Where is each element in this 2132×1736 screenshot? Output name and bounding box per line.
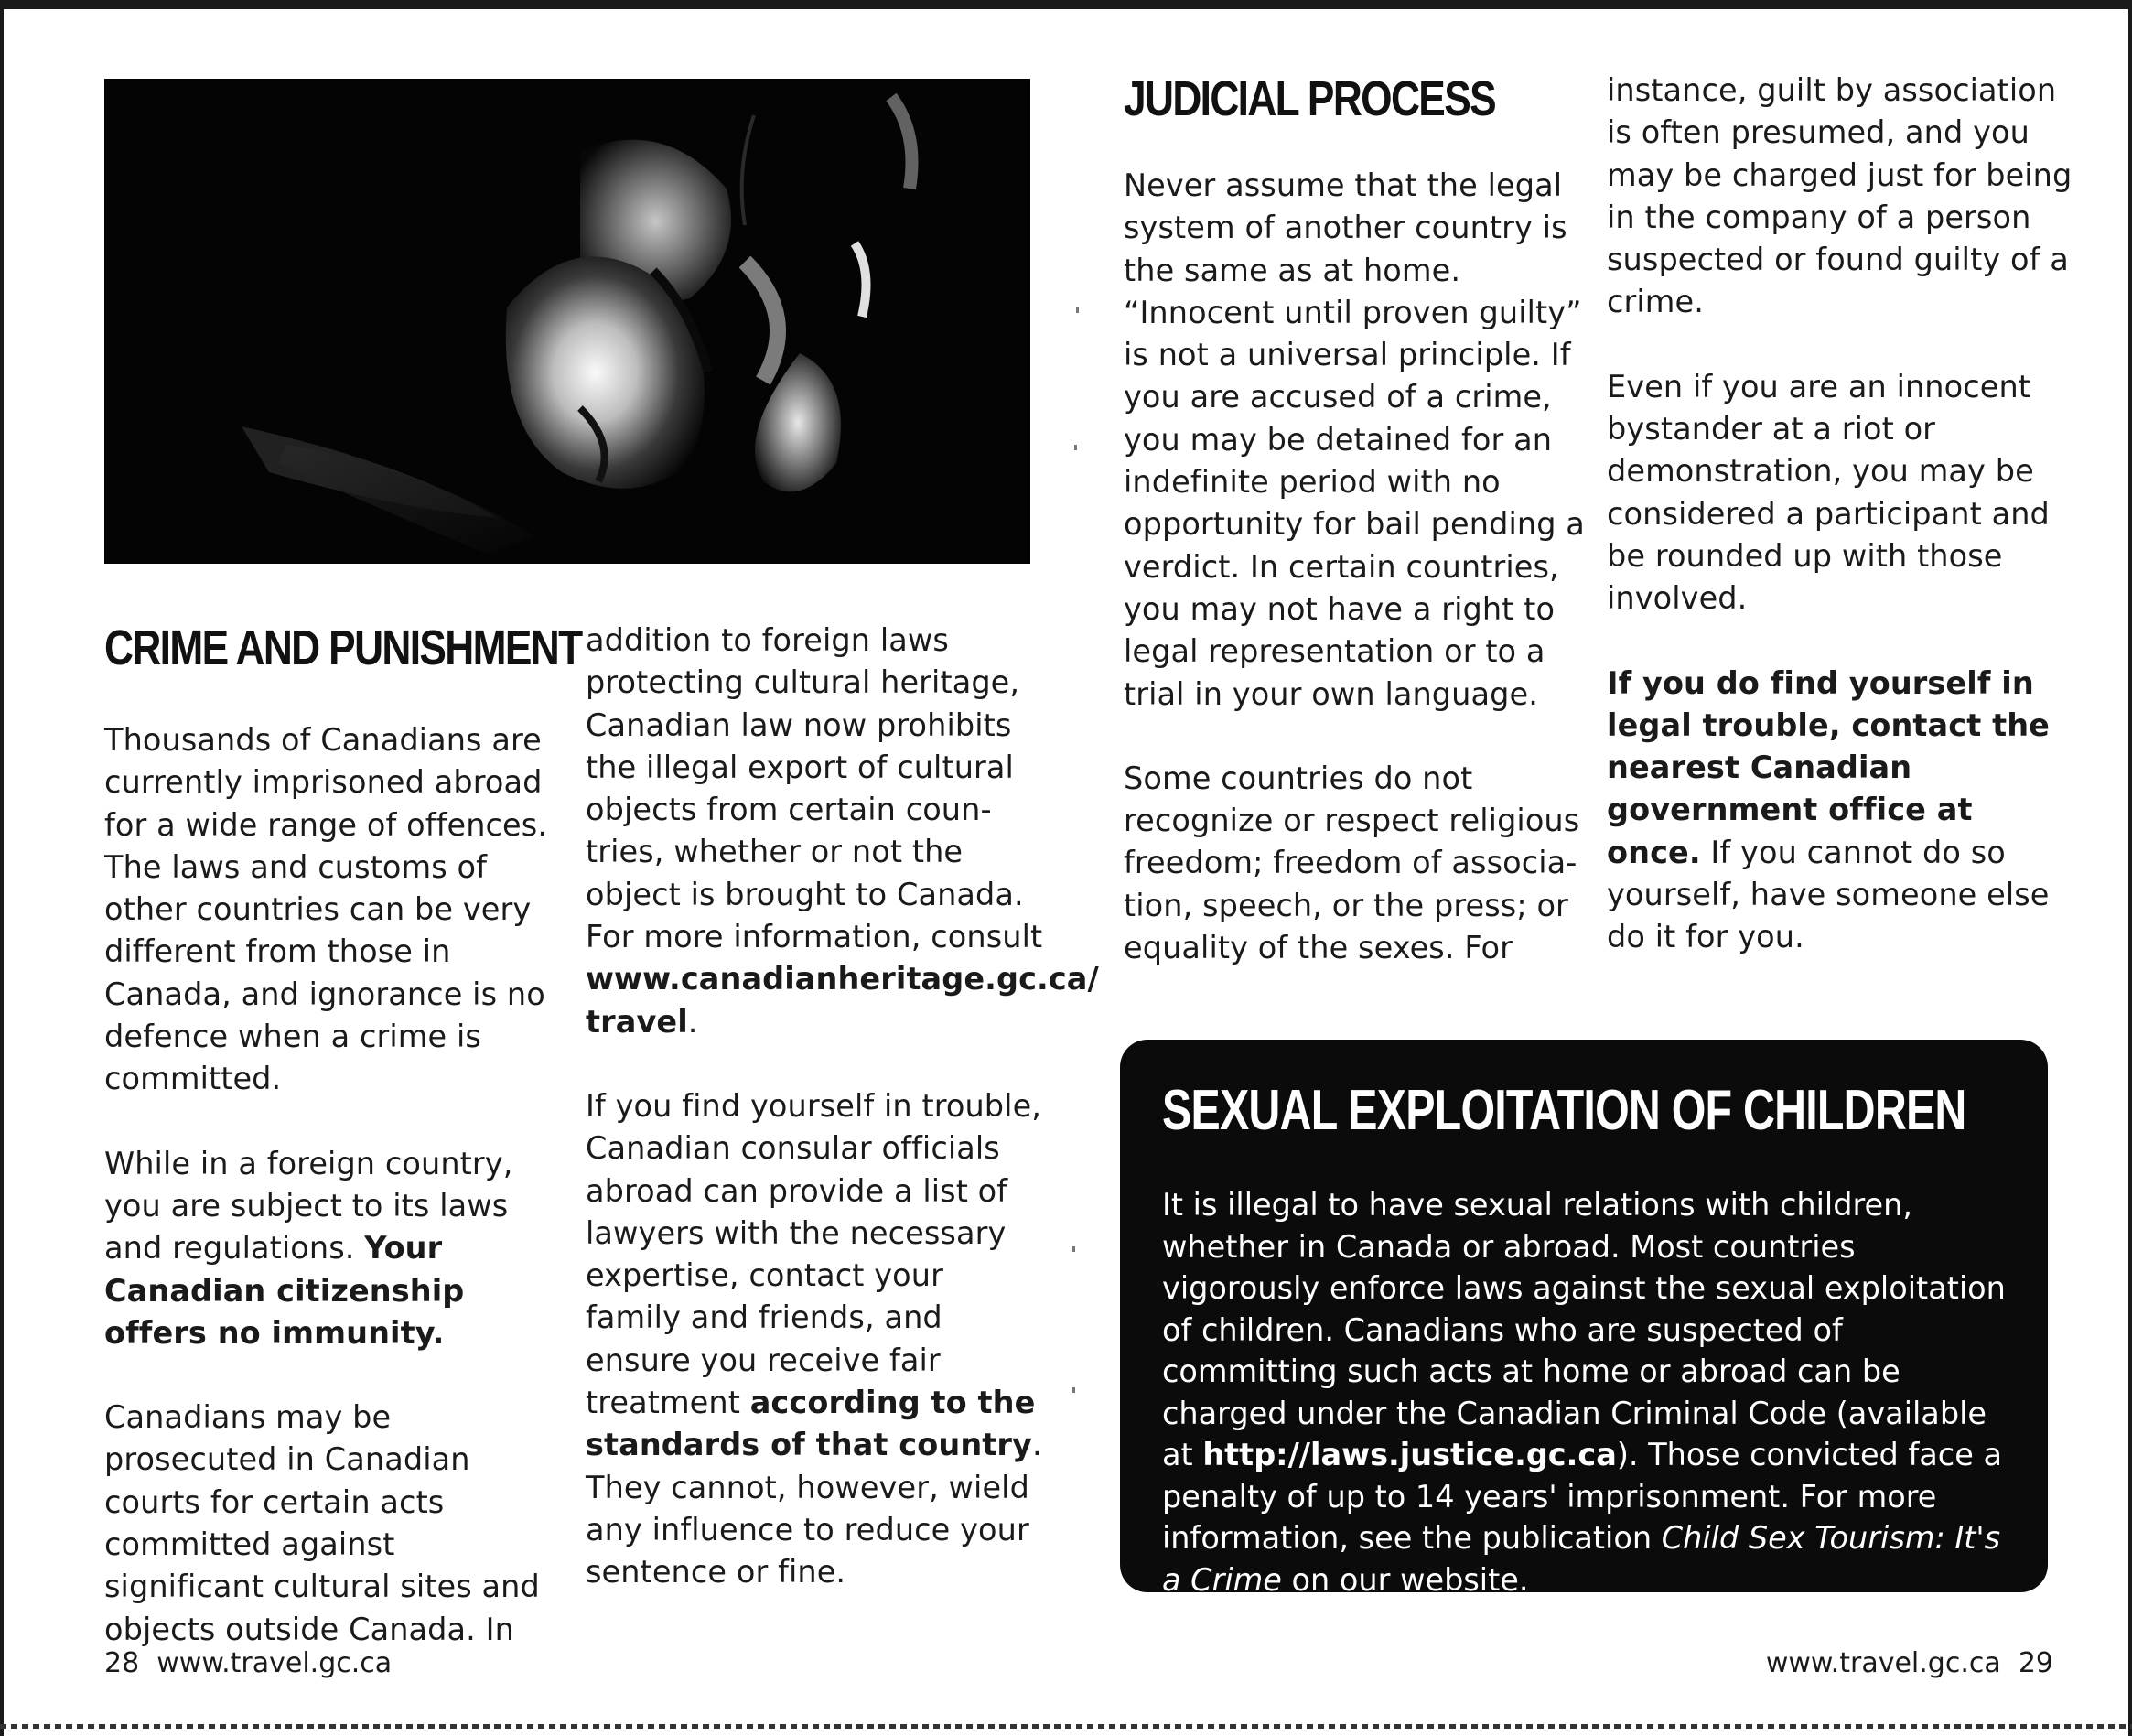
scan-border-left xyxy=(0,0,4,1736)
heritage-link[interactable]: www.canadianheritage.gc.ca/ travel xyxy=(586,961,1099,1040)
page-number: 29 xyxy=(2018,1647,2053,1679)
box-text: It is illegal to have sexual relations with children, whether in Canada or abroad. Most countries vigorously enforce laws against the sexual exploitation of children. Canadians who are suspected of committing such acts at home or abroad can be charged under the Canadian Criminal Code (available at http://laws.justice.gc.ca). Those convicted face a penalty of up to 14 years' imprisonment. For more information, see the publication Child Sex Tourism: It's a Crime on our website. xyxy=(1162,1187,2006,1598)
bold-text: Your Canadian citizenship offers no immunity. xyxy=(104,1230,465,1351)
footer-url[interactable]: www.travel.gc.ca xyxy=(1765,1647,2001,1679)
scan-speck xyxy=(1076,307,1079,313)
paragraph: Thousands of Canadians are currently imprisoned abroad for a wide range of offences. The laws and customs of other countries can be very different from those in Canada, and ignorance is no defence when a crime is committed. xyxy=(104,722,548,1097)
paragraph: Canadians may be prosecuted in Canadian courts for certain acts committed against significant cultural sites and objects outside Canada. In xyxy=(104,1399,540,1647)
paragraph: instance, guilt by association is often presumed, and you may be charged just for being in the company of a person suspected or found guilty of a crime. xyxy=(1607,72,2073,320)
bold-text: according to the standards of that country xyxy=(586,1385,1036,1463)
crime-column-1 xyxy=(104,719,562,1693)
page-number: 28 xyxy=(104,1647,140,1679)
paragraph: Even if you are an innocent bystander at a riot or demonstration, you may be considered a participant and be rounded up with those involved. xyxy=(1607,368,2050,617)
crime-and-punishment-heading: CRIME AND PUNISHMENT xyxy=(104,620,582,675)
judicial-column-2 xyxy=(1607,70,2073,1001)
scan-border-right xyxy=(2128,0,2132,1736)
sexual-exploitation-box xyxy=(1120,1040,2048,1598)
paragraph: While in a foreign country, you are subject to its laws and regulations. Your Canadian citizenship offers no immunity. xyxy=(104,1145,513,1351)
paragraph: addition to foreign laws protecting cultural heritage, Canadian law now prohibits the illegal export of cultural objects from certain coun- tries, whether or not the object is brought to Canada. For more information, consult www.canadianheritage.gc.ca/ travel. xyxy=(586,622,1099,1040)
left-footer xyxy=(104,1647,392,1679)
footer-url[interactable]: www.travel.gc.ca xyxy=(156,1647,393,1679)
paragraph: If you do find yourself in legal trouble, contact the nearest Canadian government office at once. If you cannot do so yourself, have someone else do it for you. xyxy=(1607,664,2050,955)
bold-text: If you do find yourself in legal trouble, contact the nearest Canadian government office at once. xyxy=(1607,664,2050,870)
justice-link[interactable]: http://laws.justice.gc.ca xyxy=(1202,1437,1617,1472)
crime-column-2 xyxy=(586,620,1099,1636)
paragraph: Never assume that the legal system of another country is the same as at home. “Innocent until proven guilty” is not a universal principle. If you are accused of a crime, you may be detained for an indefinite period with no opportunity for bail pending a verdict. In certain countries, you may not have a right to legal representation or to a trial in your own language. xyxy=(1124,167,1585,712)
publication-title: Child Sex Tourism: It's a Crime xyxy=(1162,1520,2001,1598)
scan-speck xyxy=(1072,1246,1075,1252)
right-footer xyxy=(1766,1647,2053,1679)
scan-border-bottom xyxy=(0,1724,2132,1729)
scan-speck xyxy=(1072,1387,1075,1393)
paragraph: Some countries do not recognize or respect religious freedom; freedom of associa- tion, speech, or the press; or equality of the sexes. For xyxy=(1124,760,1580,966)
scan-border-top xyxy=(0,0,2132,9)
scan-speck xyxy=(1074,445,1077,450)
judicial-column-1 xyxy=(1124,165,1586,1011)
paragraph: If you find yourself in trouble, Canadian consular officials abroad can provide a list of lawyers with the necessary expertise, contact your family and friends, and ensure you receive fair treatment according to the standards of that country. They cannot, however, wield any influence to reduce your sentence or fine. xyxy=(586,1087,1042,1590)
judicial-process-heading: JUDICIAL PROCESS xyxy=(1124,71,1495,126)
box-title: SEXUAL EXPLOITATION OF CHILDREN xyxy=(1162,1079,1966,1142)
photo-clasped-hands xyxy=(104,79,1030,564)
